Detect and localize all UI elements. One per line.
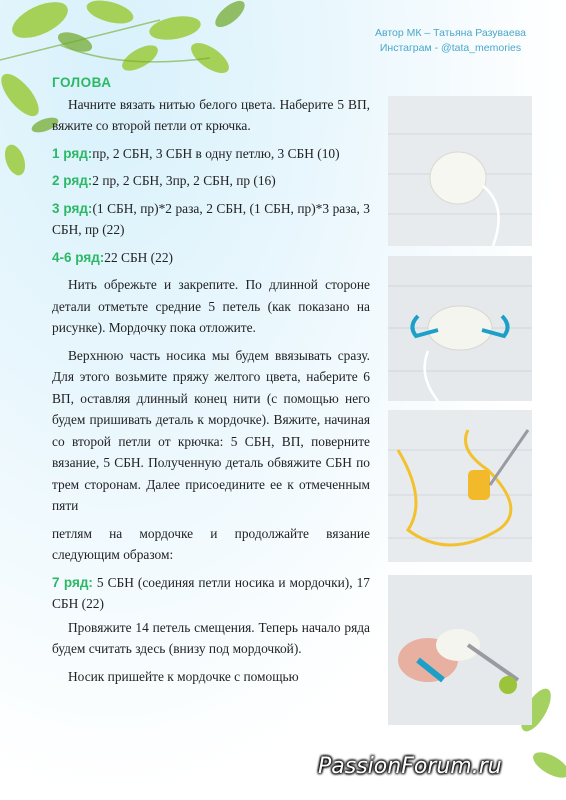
row-text: пр, 2 СБН, 3 СБН в одну петлю, 3 СБН (10): [92, 145, 340, 161]
paragraph-2: Верхнюю часть носика мы будем ввязывать сразу. Для этого возьмите пряжу желтого цвета, наберите 6 ВП, оставляя длинный конец нити (с помощью него будем пришивать деталь к мордочке). Вяжите, начиная со второй петли от крючка: 5 СБН, ВП, поверните вязание, 5 СБН. Полученную деталь обвяжите СБН по трем сторонам. Далее присоедините ее к отмеченным пяти: [52, 347, 370, 513]
row-text: 5 СБН (соединяя петли носика и мордочки), 17 СБН (22): [52, 574, 370, 611]
row-label: 4-6 ряд:: [52, 249, 105, 265]
photo-yellow-nose: [388, 410, 532, 562]
author-credit: Автор МК – Татьяна Разуваева: [374, 27, 526, 39]
photo-marked-stitches: [388, 256, 532, 401]
paragraph-4: Провяжите 14 петель смещения. Теперь начало ряда будем считать здесь (внизу под мордочкой).: [52, 619, 370, 656]
paragraph-5: Носик пришейте к мордочке с помощью: [68, 668, 299, 684]
intro-paragraph: Начните вязать нитью белого цвета. Наберите 5 ВП, вяжите со второй петли от крючка.: [52, 96, 370, 133]
row-1: [52, 143, 370, 165]
photo-white-ball: [388, 96, 532, 246]
photo-joining-nose: [388, 575, 532, 725]
row-2: [52, 170, 370, 192]
row-text: (1 СБН, пр)*2 раза, 2 СБН, (1 СБН, пр)*3 раза, 3 СБН, пр (22): [52, 200, 370, 237]
instagram-handle: Инстаграм - @tata_memories: [379, 42, 522, 54]
paragraph-3: петлям на мордочке и продолжайте вязание следующим образом:: [52, 525, 370, 562]
instructions: [52, 72, 370, 689]
row-label: 1 ряд:: [52, 145, 93, 161]
row-text: 2 пр, 2 СБН, 3пр, 2 СБН, пр (16): [92, 173, 276, 188]
watermark: PassionForum.ru: [318, 754, 502, 779]
row-7: [52, 572, 370, 615]
row-3: [52, 198, 370, 241]
row-label: 3 ряд:: [52, 200, 93, 216]
paragraph-1: Нить обрежьте и закрепите. По длинной стороне детали отметьте средние 5 петель (как показано на рисунке). Мордочку пока отложите.: [52, 277, 370, 335]
row-label: 7 ряд:: [52, 574, 93, 590]
row-4-6: [52, 247, 370, 269]
author-header: [375, 26, 526, 56]
row-text: 22 СБН (22): [104, 249, 173, 265]
row-label: 2 ряд:: [52, 173, 93, 188]
section-title: ГОЛОВА: [52, 75, 112, 90]
